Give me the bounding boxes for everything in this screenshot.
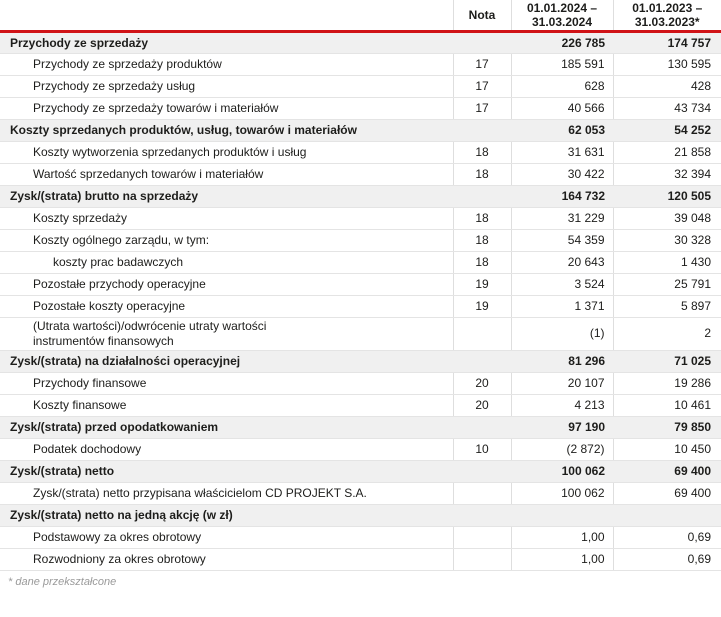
row-label [0,141,453,163]
row-label [0,295,453,317]
row-label-text: Koszty sprzedaży [33,211,128,225]
row-value-2024: 226 785 [511,31,613,53]
row-value-2023: 174 757 [613,31,721,53]
row-label-text: Podatek dochodowy [33,442,142,456]
table-row [0,460,721,482]
row-value-2024: 31 631 [511,141,613,163]
row-value-2023: 120 505 [613,185,721,207]
row-value-2024: 185 591 [511,53,613,75]
row-value-2023: 54 252 [613,119,721,141]
table-row [0,185,721,207]
table-row [0,504,721,526]
table-row [0,229,721,251]
header-period-2024-line2: 31.03.2024 [531,14,593,29]
table-row [0,526,721,548]
row-value-2024: 100 062 [511,482,613,504]
row-nota: 18 [453,163,511,185]
row-nota: 10 [453,438,511,460]
row-label-text: Koszty wytworzenia sprzedanych produktów i usług [33,145,307,159]
table-row [0,482,721,504]
row-value-2023: 30 328 [613,229,721,251]
row-value-2024: 54 359 [511,229,613,251]
row-label-text: Przychody ze sprzedaży towarów i materiałów [33,101,279,115]
row-label [0,394,453,416]
table-row [0,251,721,273]
row-label-text: Zysk/(strata) na działalności operacyjnej [10,354,241,368]
row-label [0,548,453,570]
row-label [0,53,453,75]
row-value-2024: 40 566 [511,97,613,119]
row-label-text-line2: instrumentów finansowych [33,333,174,348]
row-label [0,504,453,526]
row-value-2024: 31 229 [511,207,613,229]
row-value-2023: 2 [613,317,721,350]
row-value-2024: 1,00 [511,548,613,570]
row-label [0,31,453,53]
row-nota [453,31,511,53]
header-period-2024-line1: 01.01.2024 – [526,0,598,15]
row-nota [453,526,511,548]
row-nota [453,317,511,350]
row-label [0,75,453,97]
row-label-text: Przychody ze sprzedaży [10,35,149,50]
table-row [0,372,721,394]
header-period-2024 [511,0,613,31]
table-row [0,350,721,372]
table-row [0,75,721,97]
table-row [0,438,721,460]
row-label [0,350,453,372]
row-value-2024: 81 296 [511,350,613,372]
row-value-2024: 4 213 [511,394,613,416]
row-value-2024: 3 524 [511,273,613,295]
table-row [0,53,721,75]
row-label [0,97,453,119]
table-body [0,31,721,570]
row-value-2023: 25 791 [613,273,721,295]
row-label-text: Przychody ze sprzedaży usług [33,79,196,93]
table-row [0,97,721,119]
table-header-row [0,0,721,31]
header-period-2023-line1: 01.01.2023 – [632,0,703,15]
row-value-2023: 19 286 [613,372,721,394]
row-label [0,416,453,438]
row-value-2023: 130 595 [613,53,721,75]
row-label [0,460,453,482]
table-row [0,416,721,438]
row-value-2023: 21 858 [613,141,721,163]
row-nota [453,416,511,438]
row-value-2024 [511,504,613,526]
row-value-2024: 1,00 [511,526,613,548]
row-value-2023: 0,69 [613,526,721,548]
row-label [0,163,453,185]
row-value-2023: 10 450 [613,438,721,460]
row-value-2024: (1) [511,317,613,350]
table-row [0,31,721,53]
row-value-2023: 43 734 [613,97,721,119]
row-label [0,207,453,229]
row-label-text: Koszty sprzedanych produktów, usług, towarów i materiałów [10,123,357,137]
row-label-text: (Utrata wartości)/odwrócenie utraty wartości [33,318,267,333]
row-value-2023: 69 400 [613,482,721,504]
row-value-2024: 20 643 [511,251,613,273]
row-nota: 19 [453,273,511,295]
row-label [0,273,453,295]
row-value-2024: 20 107 [511,372,613,394]
row-value-2023: 428 [613,75,721,97]
table-row [0,273,721,295]
row-value-2023: 5 897 [613,295,721,317]
row-nota [453,185,511,207]
row-label-text: Zysk/(strata) brutto na sprzedaży [10,189,199,203]
row-value-2023: 32 394 [613,163,721,185]
row-nota [453,119,511,141]
row-nota: 19 [453,295,511,317]
row-label [0,185,453,207]
row-nota [453,482,511,504]
row-nota [453,460,511,482]
row-label-text: Zysk/(strata) netto na jedną akcję (w zł) [10,508,233,522]
row-nota: 18 [453,229,511,251]
row-nota [453,350,511,372]
row-value-2024: 30 422 [511,163,613,185]
row-label-text: Koszty finansowe [33,398,127,412]
table-row [0,317,721,350]
row-label [0,438,453,460]
row-label-text: Wartość sprzedanych towarów i materiałów [33,167,264,181]
row-nota: 18 [453,251,511,273]
row-label-text: Rozwodniony za okres obrotowy [33,552,206,566]
row-value-2024: 62 053 [511,119,613,141]
table-row [0,295,721,317]
row-label [0,229,453,251]
row-nota: 17 [453,97,511,119]
row-label [0,251,453,273]
row-nota [453,504,511,526]
row-label-text: Przychody ze sprzedaży produktów [33,57,222,71]
row-label-text: Podstawowy za okres obrotowy [33,530,202,544]
row-nota: 17 [453,53,511,75]
row-value-2023: 79 850 [613,416,721,438]
row-nota [453,548,511,570]
row-nota: 18 [453,141,511,163]
row-label [0,317,453,350]
row-label [0,119,453,141]
row-nota: 20 [453,394,511,416]
row-label-text: Zysk/(strata) netto przypisana właścicielom CD PROJEKT S.A. [33,486,367,500]
table-row [0,548,721,570]
row-value-2023: 0,69 [613,548,721,570]
row-label [0,526,453,548]
row-label [0,482,453,504]
row-value-2024: 100 062 [511,460,613,482]
row-label-text: Zysk/(strata) netto [10,464,115,478]
header-nota-label: Nota [468,7,496,22]
row-value-2023: 39 048 [613,207,721,229]
row-value-2024: (2 872) [511,438,613,460]
row-label [0,372,453,394]
table-row [0,141,721,163]
table-row [0,163,721,185]
row-nota: 18 [453,207,511,229]
row-label-text: Koszty ogólnego zarządu, w tym: [33,233,210,247]
header-period-2023 [613,0,721,31]
row-nota: 17 [453,75,511,97]
table-row [0,119,721,141]
row-label-text: Pozostałe przychody operacyjne [33,277,206,291]
table-row [0,207,721,229]
footnote: * dane przekształcone [8,575,117,588]
row-nota: 20 [453,372,511,394]
row-value-2024: 1 371 [511,295,613,317]
header-nota [453,0,511,31]
row-value-2023: 69 400 [613,460,721,482]
row-label-text: Pozostałe koszty operacyjne [33,299,186,313]
table-row [0,394,721,416]
header-period-2023-line2: 31.03.2023* [634,14,700,29]
row-label-text: Przychody finansowe [33,376,147,390]
row-label-text: Zysk/(strata) przed opodatkowaniem [10,420,219,434]
row-value-2023: 71 025 [613,350,721,372]
row-value-2024: 164 732 [511,185,613,207]
row-value-2023: 1 430 [613,251,721,273]
row-value-2024: 628 [511,75,613,97]
row-value-2023 [613,504,721,526]
row-value-2023: 10 461 [613,394,721,416]
row-value-2024: 97 190 [511,416,613,438]
header-empty-cell [0,0,453,31]
row-label-text: koszty prac badawczych [53,255,184,269]
